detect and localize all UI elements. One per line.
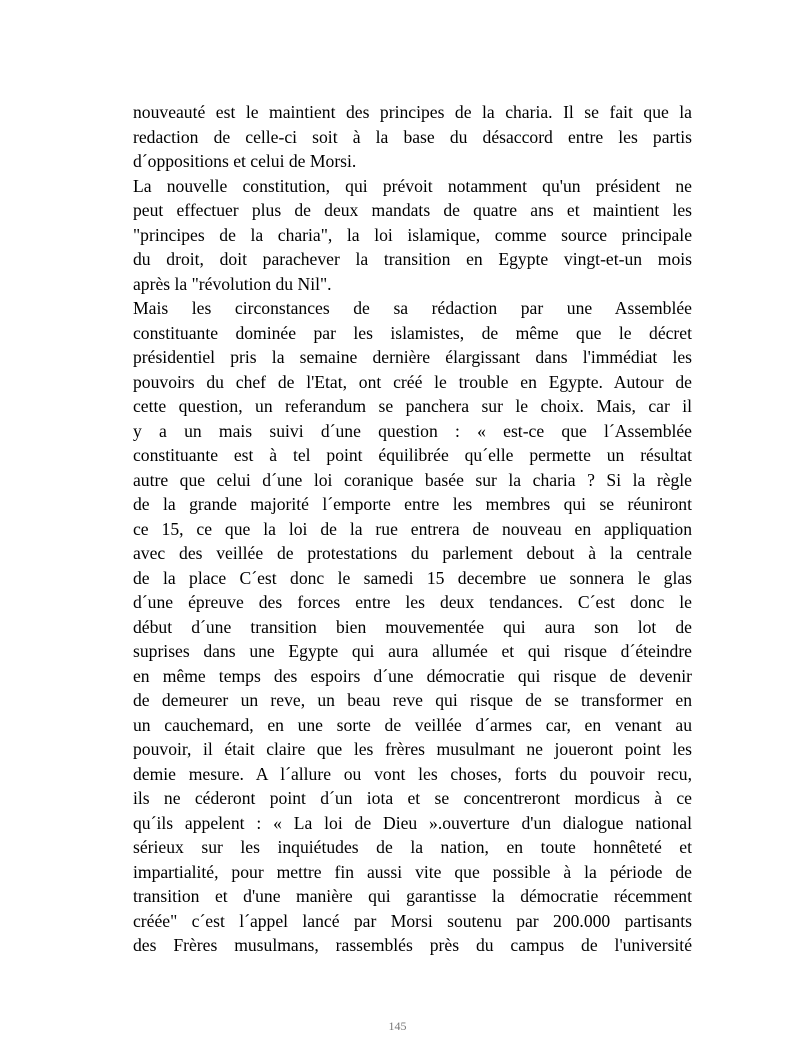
- page-number: 145: [388, 1019, 407, 1033]
- text-line: du droit, doit parachever la transition en Egypte vingt-et-un mois: [133, 249, 692, 269]
- text-line: créée" c´est l´appel lancé par Morsi soutenu par 200.000 partisants: [133, 910, 692, 931]
- text-line: de demeurer un reve, un beau reve qui risque de se transformer en: [133, 690, 692, 710]
- text-line: sérieux sur les inquiétudes de la nation, en toute honnêteté et: [133, 837, 692, 857]
- text-line: qu´ils appelent : « La loi de Dieu ».ouverture d'un dialogue national: [133, 812, 692, 833]
- text-line: de la grande majorité l´emporte entre les membres qui se réuniront: [133, 494, 692, 514]
- text-line: en même temps des espoirs d´une démocratie qui risque de devenir: [133, 665, 692, 686]
- text-line: pouvoir, il était claire que les frères musulmant ne joueront point les: [133, 739, 692, 759]
- text-line: d´une épreuve des forces entre les deux tendances. C´est donc le: [133, 592, 692, 612]
- text-line: nouveauté est le maintient des principes de la charia. Il se fait que la: [133, 102, 692, 122]
- text-line: d´oppositions et celui de Morsi.: [133, 151, 357, 171]
- document-body: [133, 100, 692, 958]
- text-line: ils ne céderont point d´un iota et se concentreront mordicus à ce: [133, 788, 692, 808]
- text-line: y a un mais suivi d´une question : « est-ce que l´Assemblée: [133, 420, 692, 441]
- text-line: après la "révolution du Nil".: [133, 273, 332, 294]
- text-line: Mais les circonstances de sa rédaction par une Assemblée: [133, 298, 692, 318]
- text-line: avec des veillée de protestations du parlement debout à la centrale: [133, 543, 692, 563]
- text-line: impartialité, pour mettre fin aussi vite que possible à la période de: [133, 861, 692, 882]
- text-line: redaction de celle-ci soit à la base du désaccord entre les partis: [133, 126, 692, 147]
- text-line: constituante dominée par les islamistes, de même que le décret: [133, 322, 692, 343]
- text-line: transition et d'une manière qui garantisse la démocratie récemment: [133, 886, 692, 906]
- text-line: un cauchemard, en une sorte de veillée d´armes car, en venant au: [133, 714, 692, 735]
- text-line: constituante est à tel point équilibrée qu´elle permette un résultat: [133, 445, 692, 465]
- text-line: La nouvelle constitution, qui prévoit notamment qu'un président ne: [133, 175, 692, 196]
- text-line: présidentiel pris la semaine dernière élargissant dans l'immédiat les: [133, 347, 692, 367]
- text-line: des Frères musulmans, rassemblés près du campus de l'université: [133, 935, 692, 955]
- text-line: ce 15, ce que la loi de la rue entrera de nouveau en appliquation: [133, 518, 692, 539]
- text-line: de la place C´est donc le samedi 15 decembre ue sonnera le glas: [133, 567, 692, 588]
- text-line: cette question, un referandum se panchera sur le choix. Mais, car il: [133, 396, 692, 416]
- text-line: demie mesure. A l´allure ou vont les choses, forts du pouvoir recu,: [133, 763, 692, 784]
- text-line: autre que celui d´une loi coranique basée sur la charia ? Si la règle: [133, 469, 692, 490]
- text-line: "principes de la charia", la loi islamique, comme source principale: [133, 224, 692, 245]
- text-line: suprises dans une Egypte qui aura allumée et qui risque d´éteindre: [133, 641, 692, 661]
- text-line: peut effectuer plus de deux mandats de quatre ans et maintient les: [133, 200, 692, 220]
- text-line: début d´une transition bien mouvementée qui aura son lot de: [133, 616, 692, 637]
- text-line: pouvoirs du chef de l'Etat, ont créé le trouble en Egypte. Autour de: [133, 371, 692, 392]
